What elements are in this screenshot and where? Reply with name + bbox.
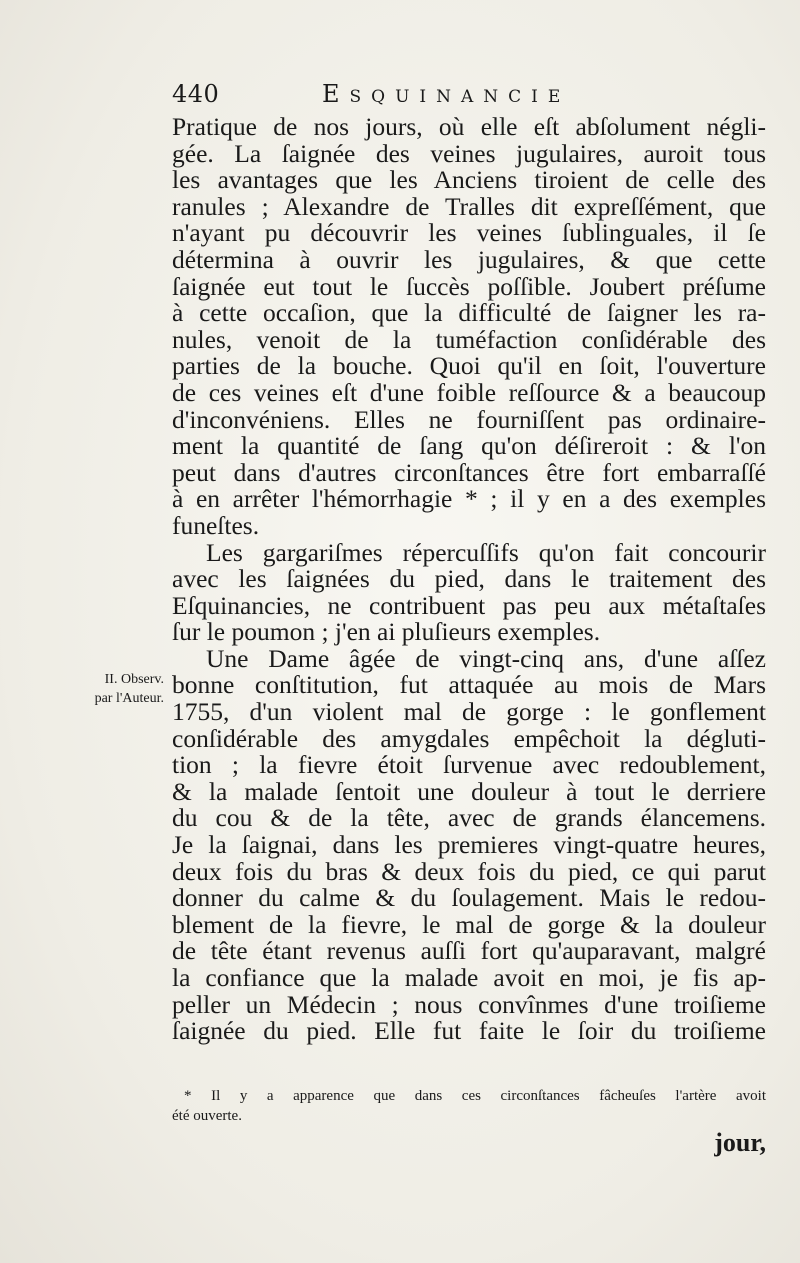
text-line: à en arrêter l'hémorrhagie * ; il y en a des exemples [172, 484, 766, 514]
text-line: avec les ſaignées du pied, dans le traitement des [172, 564, 766, 594]
text-line: parties de la bouche. Quoi qu'il en ſoit, l'ouverture [172, 351, 766, 381]
page-number: 440 [172, 80, 220, 108]
text-line: Les gargariſmes répercuſſifs qu'on fait concourir [206, 537, 766, 567]
text-line: tion ; la fievre étoit ſurvenue avec redoublement, [172, 750, 766, 780]
text-line: n'ayant pu découvrir les veines ſublinguales, il ſe [172, 218, 766, 248]
text-line: d'inconvéniens. Elles ne fourniſſent pas ordinaire- [172, 404, 766, 434]
text-line: de ces veines eſt d'une foible reſſource & a beaucoup [172, 377, 766, 407]
text-line: blement de la fievre, le mal de gorge & la douleur [172, 909, 766, 939]
text-line: conſidérable des amygdales empêchoit la dégluti- [172, 723, 766, 753]
text-line: ſaignée du pied. Elle fut faite le ſoir du troiſieme [172, 1016, 766, 1046]
text-line: nules, venoit de la tuméfaction conſidérable des [172, 324, 766, 354]
margin-note [46, 670, 164, 708]
text-line: ranules ; Alexandre de Tralles dit expreſſément, que [172, 191, 766, 221]
footnote-line: * Il y a apparence que dans ces circonſtances fâcheuſes l'artère avoit [184, 1088, 766, 1104]
text-line: Eſquinancies, ne contribuent pas peu aux métaſtaſes [172, 590, 766, 620]
catchword: jour, [714, 1128, 766, 1157]
text-line: deux fois du bras & deux fois du pied, ce qui parut [172, 856, 766, 886]
text-line: ſur le poumon ; j'en ai pluſieurs exemples. [172, 617, 601, 647]
text-line: la confiance que la malade avoit en moi, je fis ap- [172, 963, 766, 992]
page-header [172, 80, 772, 114]
text-line: Pratique de nos jours, où elle eſt abſolument négli- [172, 112, 766, 141]
text-line: & la malade ſentoit une douleur à tout le derriere [172, 776, 766, 806]
text-line: gée. La ſaignée des veines jugulaires, auroit tous [172, 138, 766, 168]
text-line: ment la quantité de ſang qu'on déſireroit : & l'on [172, 431, 766, 461]
text-line: peut dans d'autres circonſtances être fort embarraſſé [172, 457, 766, 487]
margin-note-observation: II. Observ. [104, 672, 164, 687]
text-line: donner du calme & du ſoulagement. Mais le redou- [172, 883, 766, 913]
text-line: ſaignée eut tout le ſuccès poſſible. Joubert préſume [172, 271, 766, 301]
text-line: de tête étant revenus auſſi fort qu'auparavant, malgré [172, 936, 766, 966]
text-line: à cette occaſion, que la difficulté de ſaigner les ra- [172, 298, 766, 328]
footnote-line: été ouverte. [172, 1108, 242, 1124]
text-line: Une Dame âgée de vingt-cinq ans, d'une aſſez [206, 643, 766, 673]
margin-note-author: par l'Auteur. [94, 691, 164, 706]
text-line: du cou & de la tête, avec de grands élancemens. [172, 803, 766, 833]
running-title: Esquinancie [322, 80, 571, 108]
text-line: bonne conſtitution, fut attaquée au mois de Mars [172, 670, 766, 700]
text-line: funeſtes. [172, 510, 260, 540]
text-line: Je la ſaignai, dans les premieres vingt-quatre heures, [172, 830, 766, 860]
text-line: les avantages que les Anciens tiroient de celle des [172, 165, 766, 195]
text-line: 1755, d'un violent mal de gorge : le gonflement [172, 697, 766, 727]
footnote [172, 1086, 766, 1126]
text-line: détermina à ouvrir les jugulaires, & que cette [172, 244, 766, 274]
body-text [172, 114, 766, 1045]
text-line: peller un Médecin ; nous convînmes d'une troiſieme [172, 989, 766, 1019]
